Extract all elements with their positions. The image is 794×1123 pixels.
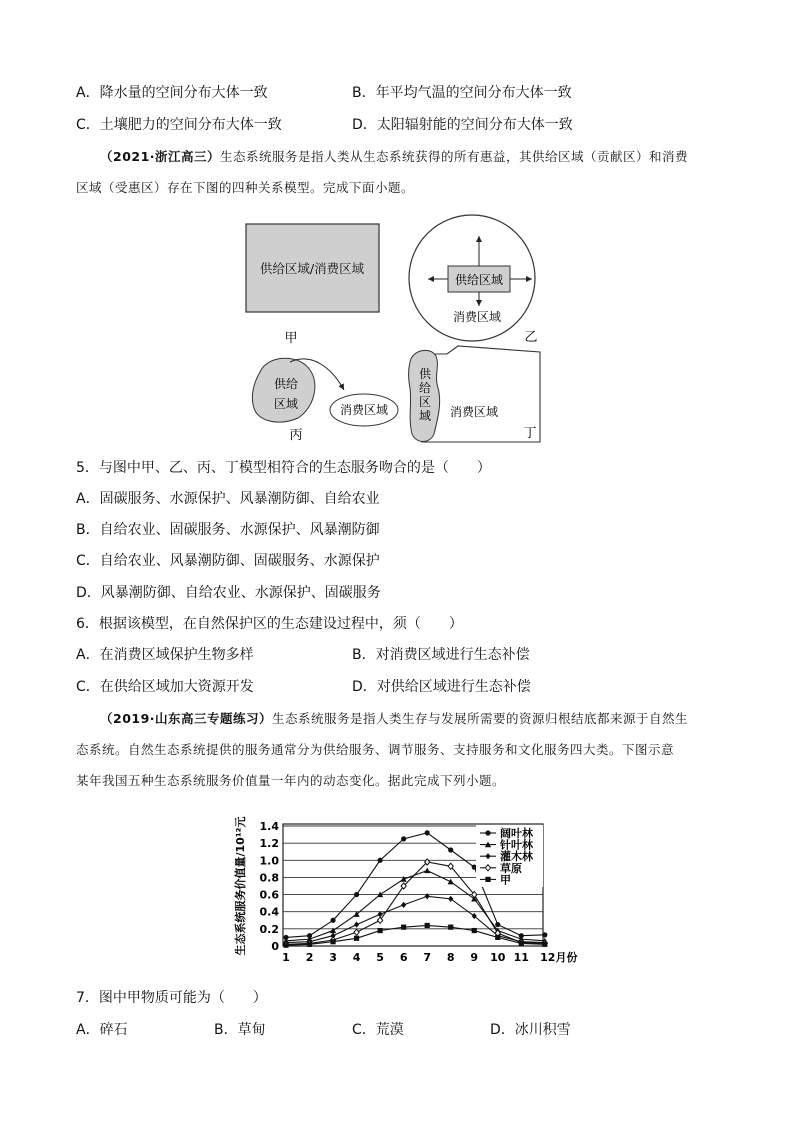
- ding-supply-label-1: 供: [418, 367, 432, 381]
- legend-label: 阔叶林: [500, 827, 533, 840]
- data-point: [307, 942, 312, 947]
- data-point: [448, 896, 453, 902]
- q4-option-b: B．年平均气温的空间分布大体一致: [352, 85, 572, 101]
- intro2-line1: （2019·山东高三专题练习）生态系统服务是指人类生存与发展所需要的资源归根结底都来源于自然生: [100, 711, 689, 726]
- data-point: [519, 941, 524, 946]
- data-point: [354, 936, 359, 941]
- data-point: [401, 836, 406, 841]
- bing-supply-label-2: 区域: [273, 397, 299, 411]
- q6-option-c: C．在供给区域加大资源开发: [76, 679, 254, 695]
- legend-label: 甲: [500, 873, 511, 887]
- q6-option-b: B．对消费区域进行生态补偿: [352, 647, 530, 663]
- data-point: [472, 928, 477, 933]
- intro2-line2: 态系统。自然生态系统提供的服务通常分为供给服务、调节服务、支持服务和文化服务四大类。下图示意: [76, 742, 675, 757]
- data-point: [354, 929, 359, 935]
- data-point: [542, 942, 547, 947]
- q5-option-b: B．自给农业、固碳服务、水源保护、风暴潮防御: [76, 522, 380, 538]
- jia-box-label: 供给区域/消费区域: [259, 261, 365, 276]
- jia-label: 甲: [284, 331, 298, 346]
- y-tick-label: 0.6: [259, 888, 279, 902]
- data-point: [330, 927, 336, 933]
- legend-marker: [485, 830, 490, 835]
- x-tick-label: 2: [305, 951, 314, 964]
- x-tick-label: 5: [376, 951, 384, 964]
- q6-option-a: A．在消费区域保护生物多样: [76, 647, 254, 663]
- ding-label: 丁: [523, 426, 537, 441]
- bing-consume-label: 消费区域: [339, 403, 389, 417]
- data-point: [354, 921, 359, 927]
- data-point: [354, 892, 359, 897]
- series-line: [286, 896, 545, 942]
- q5-stem: 5．与图中甲、乙、丙、丁模型相符合的生态服务吻合的是（ ）: [76, 460, 491, 476]
- y-tick-label: 1.4: [259, 820, 279, 833]
- q4-option-d: D．太阳辐射能的空间分布大体一致: [352, 117, 573, 133]
- x-tick-label: 11: [513, 951, 529, 964]
- intro1-line2: 区域（受惠区）存在下图的四种关系模型。完成下面小题。: [76, 180, 415, 195]
- bing-supply-label-1: 供给: [273, 377, 299, 391]
- q6-option-d: D．对供给区域进行生态补偿: [352, 679, 531, 695]
- yi-inner-label: 供给区域: [454, 273, 504, 287]
- x-tick-label: 3: [329, 951, 337, 964]
- data-point: [448, 925, 453, 930]
- x-tick-label: 1: [282, 951, 290, 964]
- ding-supply-label-3: 区: [418, 395, 432, 409]
- legend-marker: [485, 877, 490, 882]
- ding-consume-label: 消费区域: [449, 405, 499, 419]
- data-point: [401, 925, 406, 930]
- ding-supply-label-4: 域: [418, 409, 432, 423]
- q5-option-a: A．固碳服务、水源保护、风暴潮防御、自给农业: [76, 491, 380, 507]
- x-tick-label: 9: [470, 951, 479, 964]
- y-tick-label: 0.4: [259, 905, 279, 919]
- legend-label: 草原: [500, 861, 522, 875]
- q7-option-a: A．碎石: [76, 1022, 128, 1038]
- q6-stem: 6．根据该模型，在自然保护区的生态建设过程中，须（ ）: [76, 616, 463, 632]
- q4-option-a: A．降水量的空间分布大体一致: [76, 85, 268, 101]
- y-tick-label: 0.2: [259, 922, 279, 936]
- data-point: [448, 879, 454, 885]
- y-axis-label: 生态系统服务价值量/10¹²元: [234, 816, 247, 956]
- q7-option-c: C．荒漠: [352, 1022, 404, 1038]
- data-point: [542, 932, 547, 937]
- data-point: [425, 830, 430, 835]
- q4-option-c: C．土壤肥力的空间分布大体一致: [76, 117, 282, 133]
- intro2-line3: 某年我国五种生态系统服务价值量一年内的动态变化。据此完成下列小题。: [76, 773, 506, 788]
- data-point: [401, 902, 406, 908]
- series-3: [283, 893, 547, 945]
- data-point: [495, 935, 500, 940]
- q7-option-b: B．草甸: [214, 1022, 266, 1038]
- relation-model-diagram: [240, 212, 550, 447]
- x-tick-label: 8: [446, 951, 455, 964]
- x-tick-label: 10: [490, 951, 506, 964]
- data-point: [378, 928, 383, 933]
- data-point: [448, 847, 453, 852]
- data-point: [425, 893, 430, 899]
- x-tick-label: 7: [423, 951, 432, 964]
- y-tick-label: 0.8: [259, 871, 279, 885]
- data-point: [283, 943, 288, 948]
- legend-label: 灌木林: [500, 850, 533, 864]
- y-tick-label: 1.2: [259, 837, 279, 851]
- data-point: [330, 918, 335, 923]
- data-point: [330, 939, 335, 944]
- yi-label: 乙: [524, 330, 538, 345]
- data-point: [424, 867, 430, 873]
- q7-stem: 7．图中甲物质可能为（ ）: [76, 990, 267, 1006]
- x-tick-label: 4: [352, 951, 361, 964]
- yi-outer-label: 消费区域: [452, 310, 502, 324]
- intro1-line1: （2021·浙江高三）生态系统服务是指人类从生态系统获得的所有惠益，其供给区域（贡献区）和消费: [100, 149, 689, 164]
- q7-option-d: D．冰川积雪: [490, 1022, 571, 1038]
- ecosystem-service-chart: [228, 800, 578, 975]
- legend-label: 针叶林: [500, 838, 533, 852]
- data-point: [425, 923, 430, 928]
- ding-supply-label-2: 给: [418, 381, 432, 395]
- data-point: [378, 858, 383, 863]
- q5-option-c: C．自给农业、风暴潮防御、固碳服务、水源保护: [76, 553, 380, 569]
- y-tick-label: 1.0: [259, 854, 279, 868]
- y-tick-label: 0: [271, 940, 279, 953]
- q5-option-d: D．风暴潮防御、自给农业、水源保护、固碳服务: [76, 585, 381, 601]
- data-point: [495, 922, 500, 927]
- x-tick-label: 12月份: [540, 951, 578, 964]
- x-tick-label: 6: [399, 951, 408, 964]
- bing-label: 丙: [289, 428, 303, 443]
